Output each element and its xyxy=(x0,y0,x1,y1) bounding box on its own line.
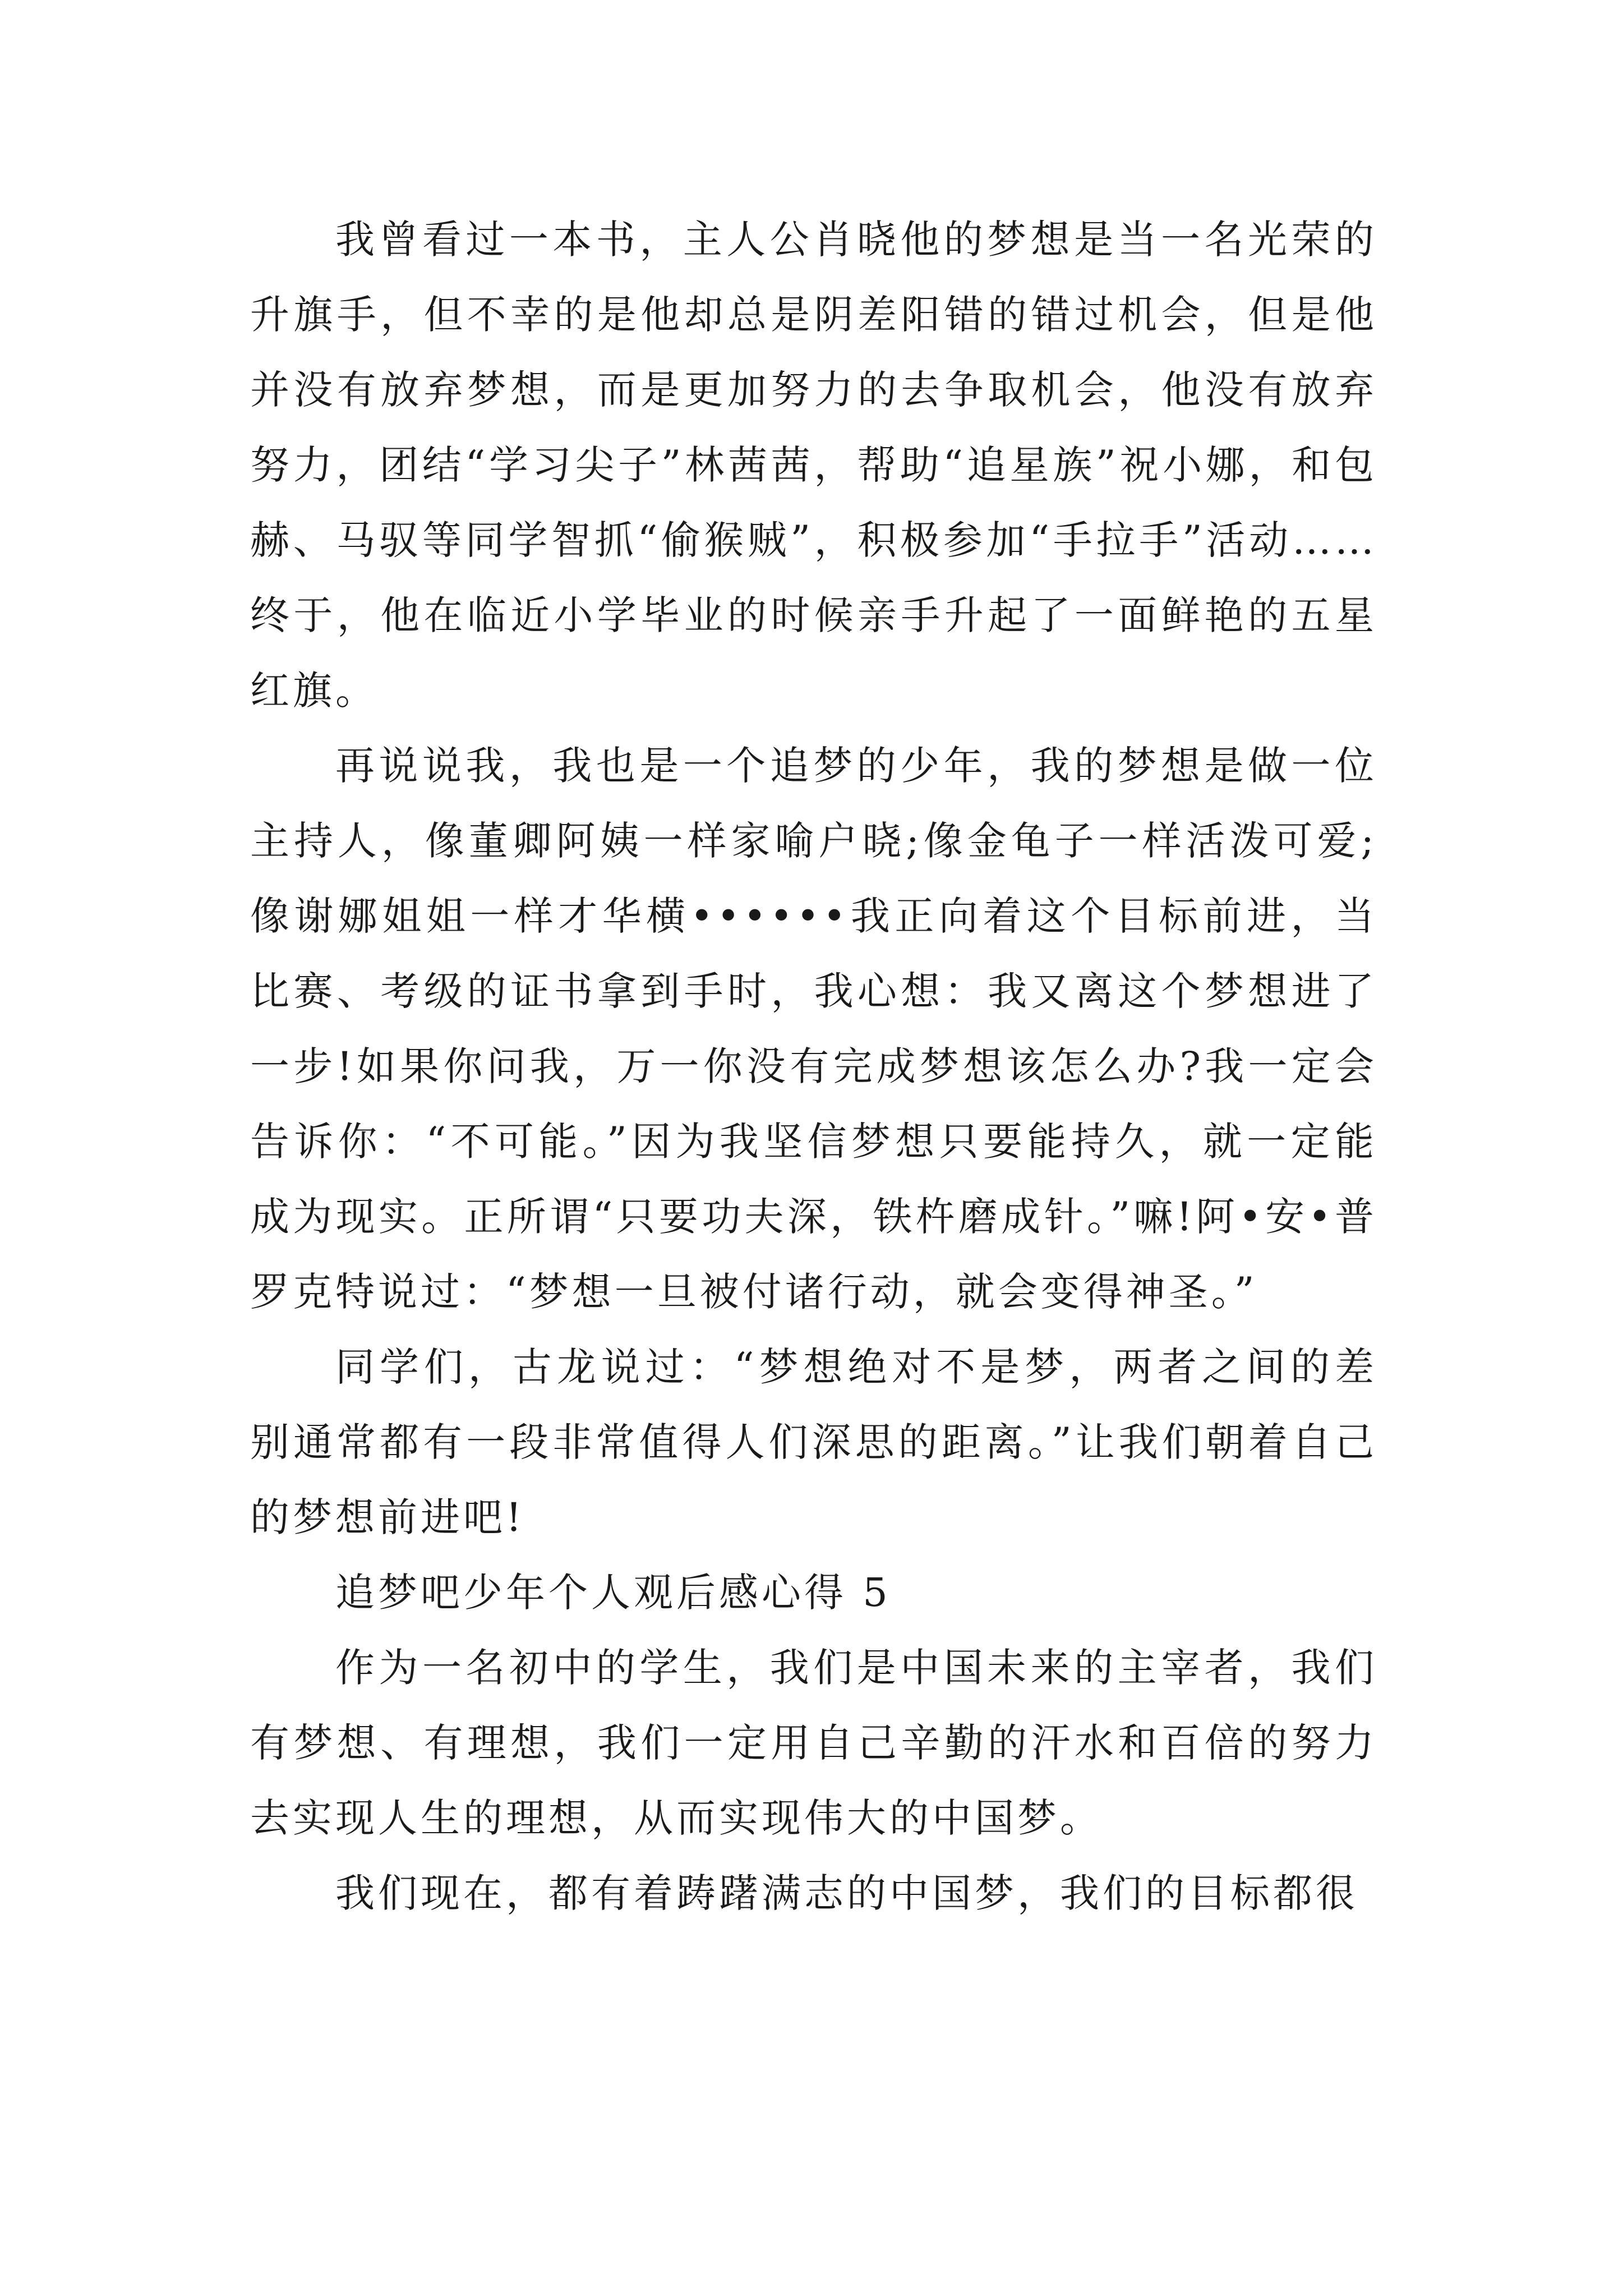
paragraph-gulong-quote: 同学们，古龙说过：“梦想绝对不是梦，两者之间的差别通常都有一段非常值得人们深思的距离。”让我们朝着自己的梦想前进吧! xyxy=(250,1344,1377,1540)
paragraph-ambition: 我们现在，都有着踌躇满志的中国梦，我们的目标都很 xyxy=(335,1870,1358,1916)
section-heading: 追梦吧少年个人观后感心得 5 xyxy=(335,1570,891,1616)
document-body xyxy=(250,202,1377,1931)
paragraph-china-dream: 作为一名初中的学生，我们是中国未来的主宰者，我们有梦想、有理想，我们一定用自己辛勤的汗水和百倍的努力去实现人生的理想，从而实现伟大的中国梦。 xyxy=(250,1645,1377,1841)
paragraph-my-dream: 再说说我，我也是一个追梦的少年，我的梦想是做一位主持人，像董卿阿姨一样家喻户晓;像金龟子一样活泼可爱;像谢娜姐姐一样才华横••••••我正向着这个目标前进，当比赛、考级的证书拿到手时，我心想：我又离这个梦想进了一步!如果你问我，万一你没有完成梦想该怎么办?我一定会告诉你：“不可能。”因为我坚信梦想只要能持久，就一定能成为现实。正所谓“只要功夫深，铁杵磨成针。”嘛!阿•安•普罗克特说过：“梦想一旦被付诸行动，就会变得神圣。” xyxy=(250,743,1377,1315)
paragraph-book-story: 我曾看过一本书，主人公肖晓他的梦想是当一名光荣的升旗手，但不幸的是他却总是阴差阳错的错过机会，但是他并没有放弃梦想，而是更加努力的去争取机会，他没有放弃努力，团结“学习尖子”林茜茜，帮助“追星族”祝小娜，和包赫、马驭等同学智抓“偷猴贼”，积极参加“手拉手”活动……终于，他在临近小学毕业的时候亲手升起了一面鲜艳的五星红旗。 xyxy=(250,217,1377,714)
